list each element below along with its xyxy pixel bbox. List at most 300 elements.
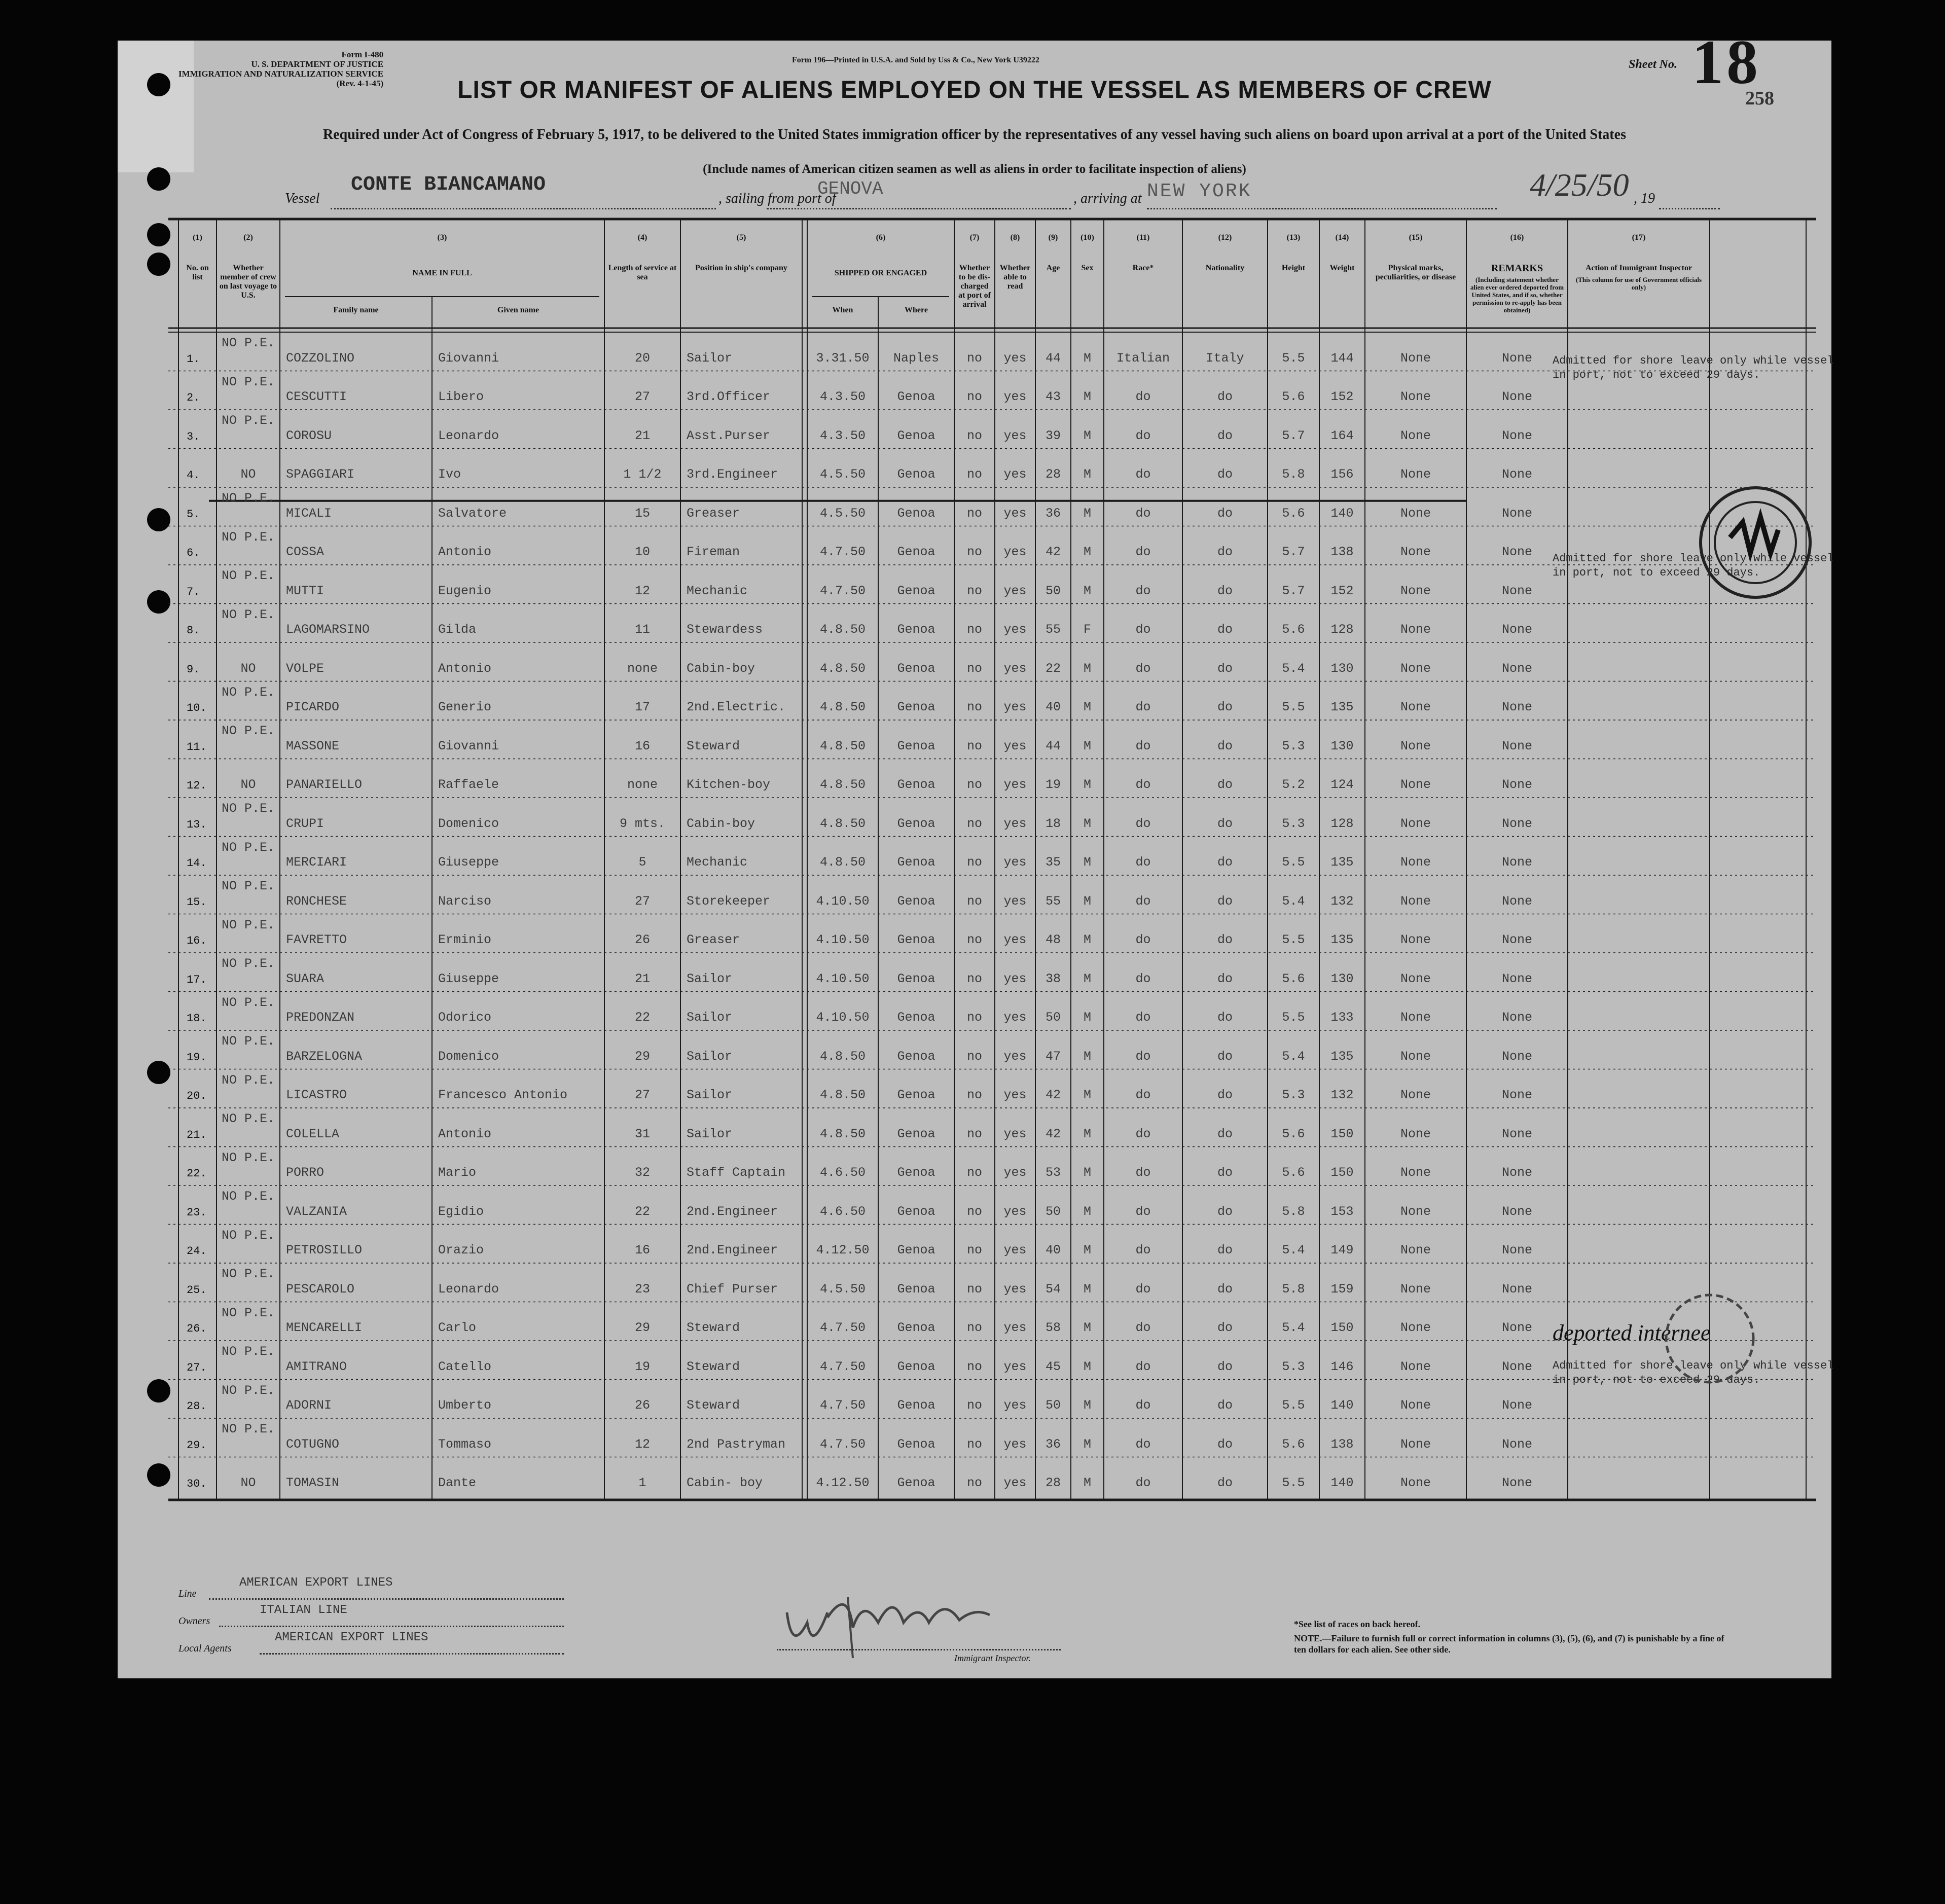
table-cell: 124 — [1330, 777, 1354, 792]
table-cell: 4.8.50 — [819, 661, 866, 676]
table-cell: M — [1083, 971, 1091, 986]
table-cell: no — [966, 467, 982, 482]
table-cell: None — [1501, 738, 1532, 753]
form-id-line: U. S. DEPARTMENT OF JUSTICE — [251, 59, 384, 69]
table-cell: 5.5 — [1282, 1010, 1305, 1025]
row-number: 17. — [187, 973, 207, 986]
table-cell: Antonio — [438, 545, 492, 559]
column-number: (17) — [1632, 233, 1646, 242]
table-cell: do — [1217, 700, 1233, 714]
table-cell: NO P.E. — [221, 1345, 275, 1359]
table-cell: 130 — [1330, 738, 1354, 753]
table-cell: yes — [1003, 777, 1027, 792]
table-cell: MICALI — [286, 506, 332, 521]
table-cell: Genoa — [897, 1476, 935, 1490]
table-cell: do — [1217, 583, 1233, 598]
table-cell: 5.6 — [1282, 389, 1305, 404]
table-cell: 5.5 — [1282, 855, 1305, 870]
table-cell: do — [1217, 1126, 1233, 1141]
table-cell: no — [966, 1281, 982, 1297]
row-number: 1. — [187, 352, 200, 366]
column-header: Sex — [1081, 264, 1094, 272]
table-cell: None — [1400, 971, 1431, 986]
table-cell: None — [1400, 1398, 1431, 1413]
row-number: 18. — [187, 1012, 207, 1025]
table-cell: do — [1135, 1204, 1151, 1219]
inspector-label: Immigrant Inspector. — [954, 1653, 1031, 1663]
table-cell: Genoa — [897, 932, 935, 947]
table-cell: LAGOMARSINO — [286, 622, 370, 637]
table-cell: yes — [1003, 1320, 1027, 1335]
table-cell: None — [1501, 1359, 1532, 1374]
table-cell: 132 — [1330, 1088, 1354, 1102]
table-cell: no — [966, 622, 982, 637]
table-cell: None — [1501, 777, 1532, 792]
table-cell: do — [1135, 1165, 1151, 1180]
table-cell: 4.8.50 — [819, 777, 866, 792]
table-cell: Kitchen-boy — [687, 777, 771, 792]
table-cell: M — [1083, 1088, 1091, 1102]
table-cell: Genoa — [897, 738, 935, 753]
table-cell: M — [1083, 1398, 1091, 1413]
table-cell: M — [1083, 932, 1091, 947]
table-cell: 36 — [1045, 506, 1061, 521]
table-cell: M — [1083, 1010, 1091, 1025]
table-cell: RONCHESE — [286, 893, 347, 909]
table-cell: 3rd.Officer — [687, 389, 771, 404]
table-cell: 26 — [634, 932, 650, 947]
table-cell: None — [1501, 1398, 1532, 1413]
year-label: , 19 — [1634, 191, 1655, 206]
table-cell: do — [1217, 777, 1233, 792]
table-cell: 42 — [1045, 545, 1061, 559]
table-cell: 50 — [1045, 583, 1061, 598]
table-cell: 15 — [634, 506, 650, 521]
table-cell: 138 — [1330, 545, 1354, 559]
table-cell: M — [1083, 893, 1091, 909]
table-cell: no — [966, 545, 982, 559]
table-cell: 5.8 — [1282, 1281, 1305, 1297]
stamp-number: 258 — [1745, 88, 1774, 109]
table-cell: yes — [1003, 1243, 1027, 1258]
table-cell: NO P.E. — [221, 414, 275, 428]
owners-label: Owners — [178, 1615, 210, 1627]
table-cell: 5.2 — [1282, 777, 1305, 792]
row-number: 9. — [187, 663, 200, 676]
table-cell: no — [966, 583, 982, 598]
table-cell: 28 — [1045, 467, 1061, 482]
table-cell: 4.5.50 — [819, 467, 866, 482]
table-cell: yes — [1003, 583, 1027, 598]
table-cell: None — [1400, 428, 1431, 443]
table-cell: NO P.E. — [221, 685, 275, 700]
table-cell: do — [1135, 738, 1151, 753]
table-cell: do — [1135, 971, 1151, 986]
table-cell: None — [1400, 893, 1431, 909]
row-number: 10. — [187, 702, 207, 714]
table-cell: do — [1135, 1436, 1151, 1452]
table-cell: None — [1400, 1281, 1431, 1297]
manifest-sheet — [118, 27, 1834, 1678]
table-cell: M — [1083, 1359, 1091, 1374]
table-cell: Greaser — [687, 932, 740, 947]
row-number: 16. — [187, 935, 207, 947]
table-cell: Cabin-boy — [687, 661, 755, 676]
table-cell: Gilda — [438, 622, 477, 637]
table-cell: 47 — [1045, 1049, 1061, 1064]
table-cell: 5.4 — [1282, 1320, 1305, 1335]
table-cell: Cabin- boy — [687, 1476, 763, 1490]
table-cell: 5.7 — [1282, 545, 1305, 559]
table-cell: NO P.E. — [221, 995, 275, 1010]
table-cell: None — [1501, 700, 1532, 714]
table-cell: 16 — [634, 738, 650, 753]
column-number: (5) — [736, 233, 746, 242]
table-cell: 40 — [1045, 1243, 1061, 1258]
table-cell: 29 — [634, 1320, 650, 1335]
table-cell: do — [1135, 1243, 1151, 1258]
table-cell: Asst.Purser — [687, 428, 771, 443]
row-number: 5. — [187, 508, 200, 521]
table-cell: 1 — [638, 1476, 646, 1490]
table-cell: NO P.E. — [221, 569, 275, 583]
table-cell: 140 — [1330, 506, 1354, 521]
agents-label: Local Agents — [178, 1643, 232, 1654]
row-number: 2. — [187, 391, 200, 404]
table-cell: CRUPI — [286, 816, 325, 831]
table-cell: do — [1217, 855, 1233, 870]
table-cell: None — [1501, 506, 1532, 521]
table-cell: None — [1400, 1243, 1431, 1258]
table-cell: M — [1083, 738, 1091, 753]
table-cell: None — [1501, 428, 1532, 443]
table-cell: yes — [1003, 350, 1027, 366]
table-cell: None — [1501, 1281, 1532, 1297]
row-number: 28. — [187, 1400, 207, 1413]
line-value: AMERICAN EXPORT LINES — [239, 1576, 393, 1590]
table-cell: 146 — [1330, 1359, 1354, 1374]
table-cell: Egidio — [438, 1204, 484, 1219]
table-cell: 53 — [1045, 1165, 1061, 1180]
form-id-line: (Rev. 4-1-45) — [336, 79, 384, 88]
table-cell: NO P.E. — [221, 802, 275, 816]
table-cell: 135 — [1330, 932, 1354, 947]
table-cell: do — [1217, 428, 1233, 443]
table-cell: Genoa — [897, 855, 935, 870]
column-header: Weight — [1329, 264, 1355, 272]
table-cell: Tommaso — [438, 1436, 492, 1452]
table-cell: 42 — [1045, 1126, 1061, 1141]
table-cell: 4.6.50 — [819, 1165, 866, 1180]
table-cell: None — [1501, 622, 1532, 637]
table-cell: no — [966, 1126, 982, 1141]
table-cell: None — [1400, 855, 1431, 870]
table-cell: no — [966, 855, 982, 870]
table-cell: do — [1217, 1281, 1233, 1297]
column-number: (2) — [243, 233, 253, 242]
table-cell: no — [966, 932, 982, 947]
table-cell: Genoa — [897, 1204, 935, 1219]
form-id-line: Form I-480 — [341, 50, 384, 59]
table-cell: 4.8.50 — [819, 1126, 866, 1141]
table-cell: 44 — [1045, 350, 1061, 366]
table-cell: 11 — [634, 622, 650, 637]
table-cell: no — [966, 816, 982, 831]
table-cell: PORRO — [286, 1165, 325, 1180]
table-cell: no — [966, 350, 982, 366]
table-cell: Eugenio — [438, 583, 492, 598]
table-cell: Stewardess — [687, 622, 763, 637]
table-cell: do — [1217, 661, 1233, 676]
vessel-label: Vessel — [285, 191, 320, 206]
table-cell: do — [1135, 1476, 1151, 1490]
table-cell: MENCARELLI — [286, 1320, 363, 1335]
table-cell: yes — [1003, 1126, 1027, 1141]
table-cell: M — [1083, 583, 1091, 598]
table-cell: 150 — [1330, 1320, 1354, 1335]
row-number: 11. — [187, 740, 207, 753]
table-cell: do — [1135, 1126, 1151, 1141]
column-number: (13) — [1286, 233, 1301, 242]
table-cell: SPAGGIARI — [286, 467, 355, 482]
table-cell: None — [1400, 1320, 1431, 1335]
table-cell: Libero — [438, 389, 484, 404]
table-cell: NO P.E. — [221, 607, 275, 622]
table-cell: 4.8.50 — [819, 1049, 866, 1064]
table-cell: 9 mts. — [619, 816, 665, 831]
table-cell: no — [966, 1476, 982, 1490]
table-cell: Sailor — [687, 1126, 733, 1141]
table-cell: 27 — [634, 893, 650, 909]
table-cell: do — [1217, 1088, 1233, 1102]
table-cell: Mechanic — [687, 583, 748, 598]
row-number: 27. — [187, 1361, 207, 1374]
table-cell: 55 — [1045, 622, 1061, 637]
table-cell: do — [1217, 1476, 1233, 1490]
table-cell: 4.10.50 — [816, 932, 870, 947]
table-cell: do — [1217, 1243, 1233, 1258]
table-cell: do — [1217, 389, 1233, 404]
table-cell: 135 — [1330, 855, 1354, 870]
table-cell: Genoa — [897, 971, 935, 986]
column-header: REMARKS — [1491, 263, 1543, 274]
table-cell: AMITRANO — [286, 1359, 347, 1374]
table-cell: 50 — [1045, 1398, 1061, 1413]
table-cell: 5.4 — [1282, 661, 1305, 676]
table-cell: Antonio — [438, 1126, 492, 1141]
table-cell: 12 — [634, 1436, 650, 1452]
column-header: Nationality — [1205, 264, 1245, 272]
column-number: (3) — [437, 233, 447, 242]
table-cell: None — [1501, 932, 1532, 947]
table-cell: yes — [1003, 855, 1027, 870]
column-header: Whether to be dis-charged at port of arrival — [958, 264, 991, 309]
table-cell: None — [1400, 467, 1431, 482]
table-cell: Catello — [438, 1359, 492, 1374]
table-cell: yes — [1003, 700, 1027, 714]
column-header: Whether able to read — [999, 264, 1031, 291]
table-cell: do — [1217, 971, 1233, 986]
table-cell: Francesco Antonio — [438, 1088, 568, 1102]
table-cell: Generio — [438, 700, 492, 714]
table-cell: yes — [1003, 506, 1027, 521]
table-cell: None — [1400, 1436, 1431, 1452]
table-cell: do — [1135, 583, 1151, 598]
table-cell: yes — [1003, 1281, 1027, 1297]
table-cell: M — [1083, 506, 1091, 521]
table-cell: 144 — [1330, 350, 1354, 366]
table-cell: None — [1400, 816, 1431, 831]
table-cell: 5.8 — [1282, 1204, 1305, 1219]
table-cell: do — [1217, 932, 1233, 947]
table-cell: Genoa — [897, 467, 935, 482]
table-cell: ADORNI — [286, 1398, 332, 1413]
table-cell: do — [1217, 1436, 1233, 1452]
table-cell: None — [1501, 1243, 1532, 1258]
table-cell: 132 — [1330, 893, 1354, 909]
inspection-stamp — [1695, 482, 1816, 603]
table-cell: TOMASIN — [286, 1476, 340, 1490]
table-cell: 5.6 — [1282, 1436, 1305, 1452]
column-number: (12) — [1218, 233, 1232, 242]
table-cell: M — [1083, 1281, 1091, 1297]
agents-value: AMERICAN EXPORT LINES — [275, 1631, 428, 1644]
table-cell: yes — [1003, 738, 1027, 753]
table-cell: 140 — [1330, 1476, 1354, 1490]
table-cell: None — [1400, 1010, 1431, 1025]
table-cell: None — [1400, 700, 1431, 714]
table-cell: None — [1501, 855, 1532, 870]
table-cell: PICARDO — [286, 700, 340, 714]
table-cell: Italian — [1116, 350, 1170, 366]
table-cell: no — [966, 1398, 982, 1413]
table-cell: do — [1135, 932, 1151, 947]
table-cell: Genoa — [897, 661, 935, 676]
table-cell: None — [1501, 1436, 1532, 1452]
table-cell: VOLPE — [286, 661, 325, 676]
arrival-date: 4/25/50 — [1530, 167, 1629, 203]
table-cell: None — [1400, 1049, 1431, 1064]
table-cell: None — [1501, 467, 1532, 482]
table-cell: FAVRETTO — [286, 932, 347, 947]
table-cell: do — [1135, 622, 1151, 637]
table-cell: 27 — [634, 389, 650, 404]
table-cell: no — [966, 661, 982, 676]
table-cell: NO P.E. — [221, 491, 275, 506]
sailing-port: GENOVA — [817, 178, 883, 199]
table-cell: 29 — [634, 1049, 650, 1064]
table-cell: 5.4 — [1282, 1243, 1305, 1258]
table-cell: do — [1217, 1320, 1233, 1335]
remark-shore-leave: Admitted for shore leave only while vessel in port, not to exceed 29 days. — [1553, 354, 1834, 381]
table-cell: 4.6.50 — [819, 1204, 866, 1219]
table-cell: yes — [1003, 545, 1027, 559]
row-number: 26. — [187, 1322, 207, 1335]
sailing-label: , sailing from port of — [718, 191, 836, 206]
table-cell: Ivo — [438, 467, 461, 482]
table-cell: MUTTI — [286, 583, 325, 598]
column-number: (4) — [637, 233, 647, 242]
table-cell: do — [1135, 855, 1151, 870]
table-cell: do — [1217, 1204, 1233, 1219]
table-cell: LICASTRO — [286, 1088, 347, 1102]
table-cell: do — [1217, 506, 1233, 521]
table-cell: M — [1083, 1436, 1091, 1452]
table-cell: COTUGNO — [286, 1436, 340, 1452]
table-cell: Leonardo — [438, 428, 499, 443]
table-cell: 153 — [1330, 1204, 1354, 1219]
footnote: NOTE.—Failure to furnish full or correct information in columns (3), (5), (6), and (7) is punishable by a fine of ten dollars for each alien. See other side. — [1294, 1633, 1724, 1655]
table-cell: Carlo — [438, 1320, 477, 1335]
table-cell: 21 — [634, 971, 650, 986]
table-cell: no — [966, 1010, 982, 1025]
table-cell: Storekeeper — [687, 893, 771, 909]
inspection-stamp — [1654, 1288, 1766, 1389]
table-cell: Genoa — [897, 893, 935, 909]
table-cell: 135 — [1330, 700, 1354, 714]
table-cell: yes — [1003, 1010, 1027, 1025]
table-cell: None — [1400, 1359, 1431, 1374]
table-cell: NO P.E. — [221, 1306, 275, 1320]
table-cell: Staff Captain — [687, 1165, 786, 1180]
table-cell: COLELLA — [286, 1126, 340, 1141]
table-cell: Sailor — [687, 971, 733, 986]
table-cell: no — [966, 777, 982, 792]
table-cell: Antonio — [438, 661, 492, 676]
table-cell: Genoa — [897, 1398, 935, 1413]
table-cell: do — [1135, 777, 1151, 792]
row-number: 8. — [187, 624, 200, 637]
table-cell: Odorico — [438, 1010, 492, 1025]
sheet-number: 18 — [1692, 27, 1761, 97]
table-cell: Sailor — [687, 1088, 733, 1102]
column-number: (7) — [969, 233, 980, 242]
column-number: (6) — [876, 233, 886, 242]
table-cell: Naples — [893, 350, 939, 366]
table-cell: 149 — [1330, 1243, 1354, 1258]
table-cell: BARZELOGNA — [286, 1049, 363, 1064]
table-cell: do — [1135, 661, 1151, 676]
table-cell: M — [1083, 1049, 1091, 1064]
table-cell: NO — [240, 661, 256, 676]
table-cell: NO P.E. — [221, 1383, 275, 1398]
table-cell: 42 — [1045, 1088, 1061, 1102]
table-cell: M — [1083, 1476, 1091, 1490]
table-cell: no — [966, 428, 982, 443]
table-cell: None — [1400, 583, 1431, 598]
table-cell: 5.6 — [1282, 506, 1305, 521]
table-cell: None — [1400, 777, 1431, 792]
table-cell: Cabin-boy — [687, 816, 755, 831]
table-cell: 58 — [1045, 1320, 1061, 1335]
table-cell: None — [1501, 1476, 1532, 1490]
table-cell: M — [1083, 1126, 1091, 1141]
table-cell: 26 — [634, 1398, 650, 1413]
table-cell: do — [1135, 1359, 1151, 1374]
arriving-label: , arriving at — [1073, 191, 1142, 206]
column-subheader: Given name — [497, 306, 539, 314]
table-cell: no — [966, 1165, 982, 1180]
footnote: *See list of races on back hereof. — [1294, 1619, 1421, 1629]
table-cell: None — [1400, 1088, 1431, 1102]
table-cell: do — [1217, 893, 1233, 909]
table-cell: M — [1083, 1204, 1091, 1219]
table-cell: 18 — [1045, 816, 1061, 831]
table-cell: None — [1400, 350, 1431, 366]
table-cell: None — [1501, 583, 1532, 598]
table-cell: PETROSILLO — [286, 1243, 363, 1258]
table-cell: 4.3.50 — [819, 389, 866, 404]
